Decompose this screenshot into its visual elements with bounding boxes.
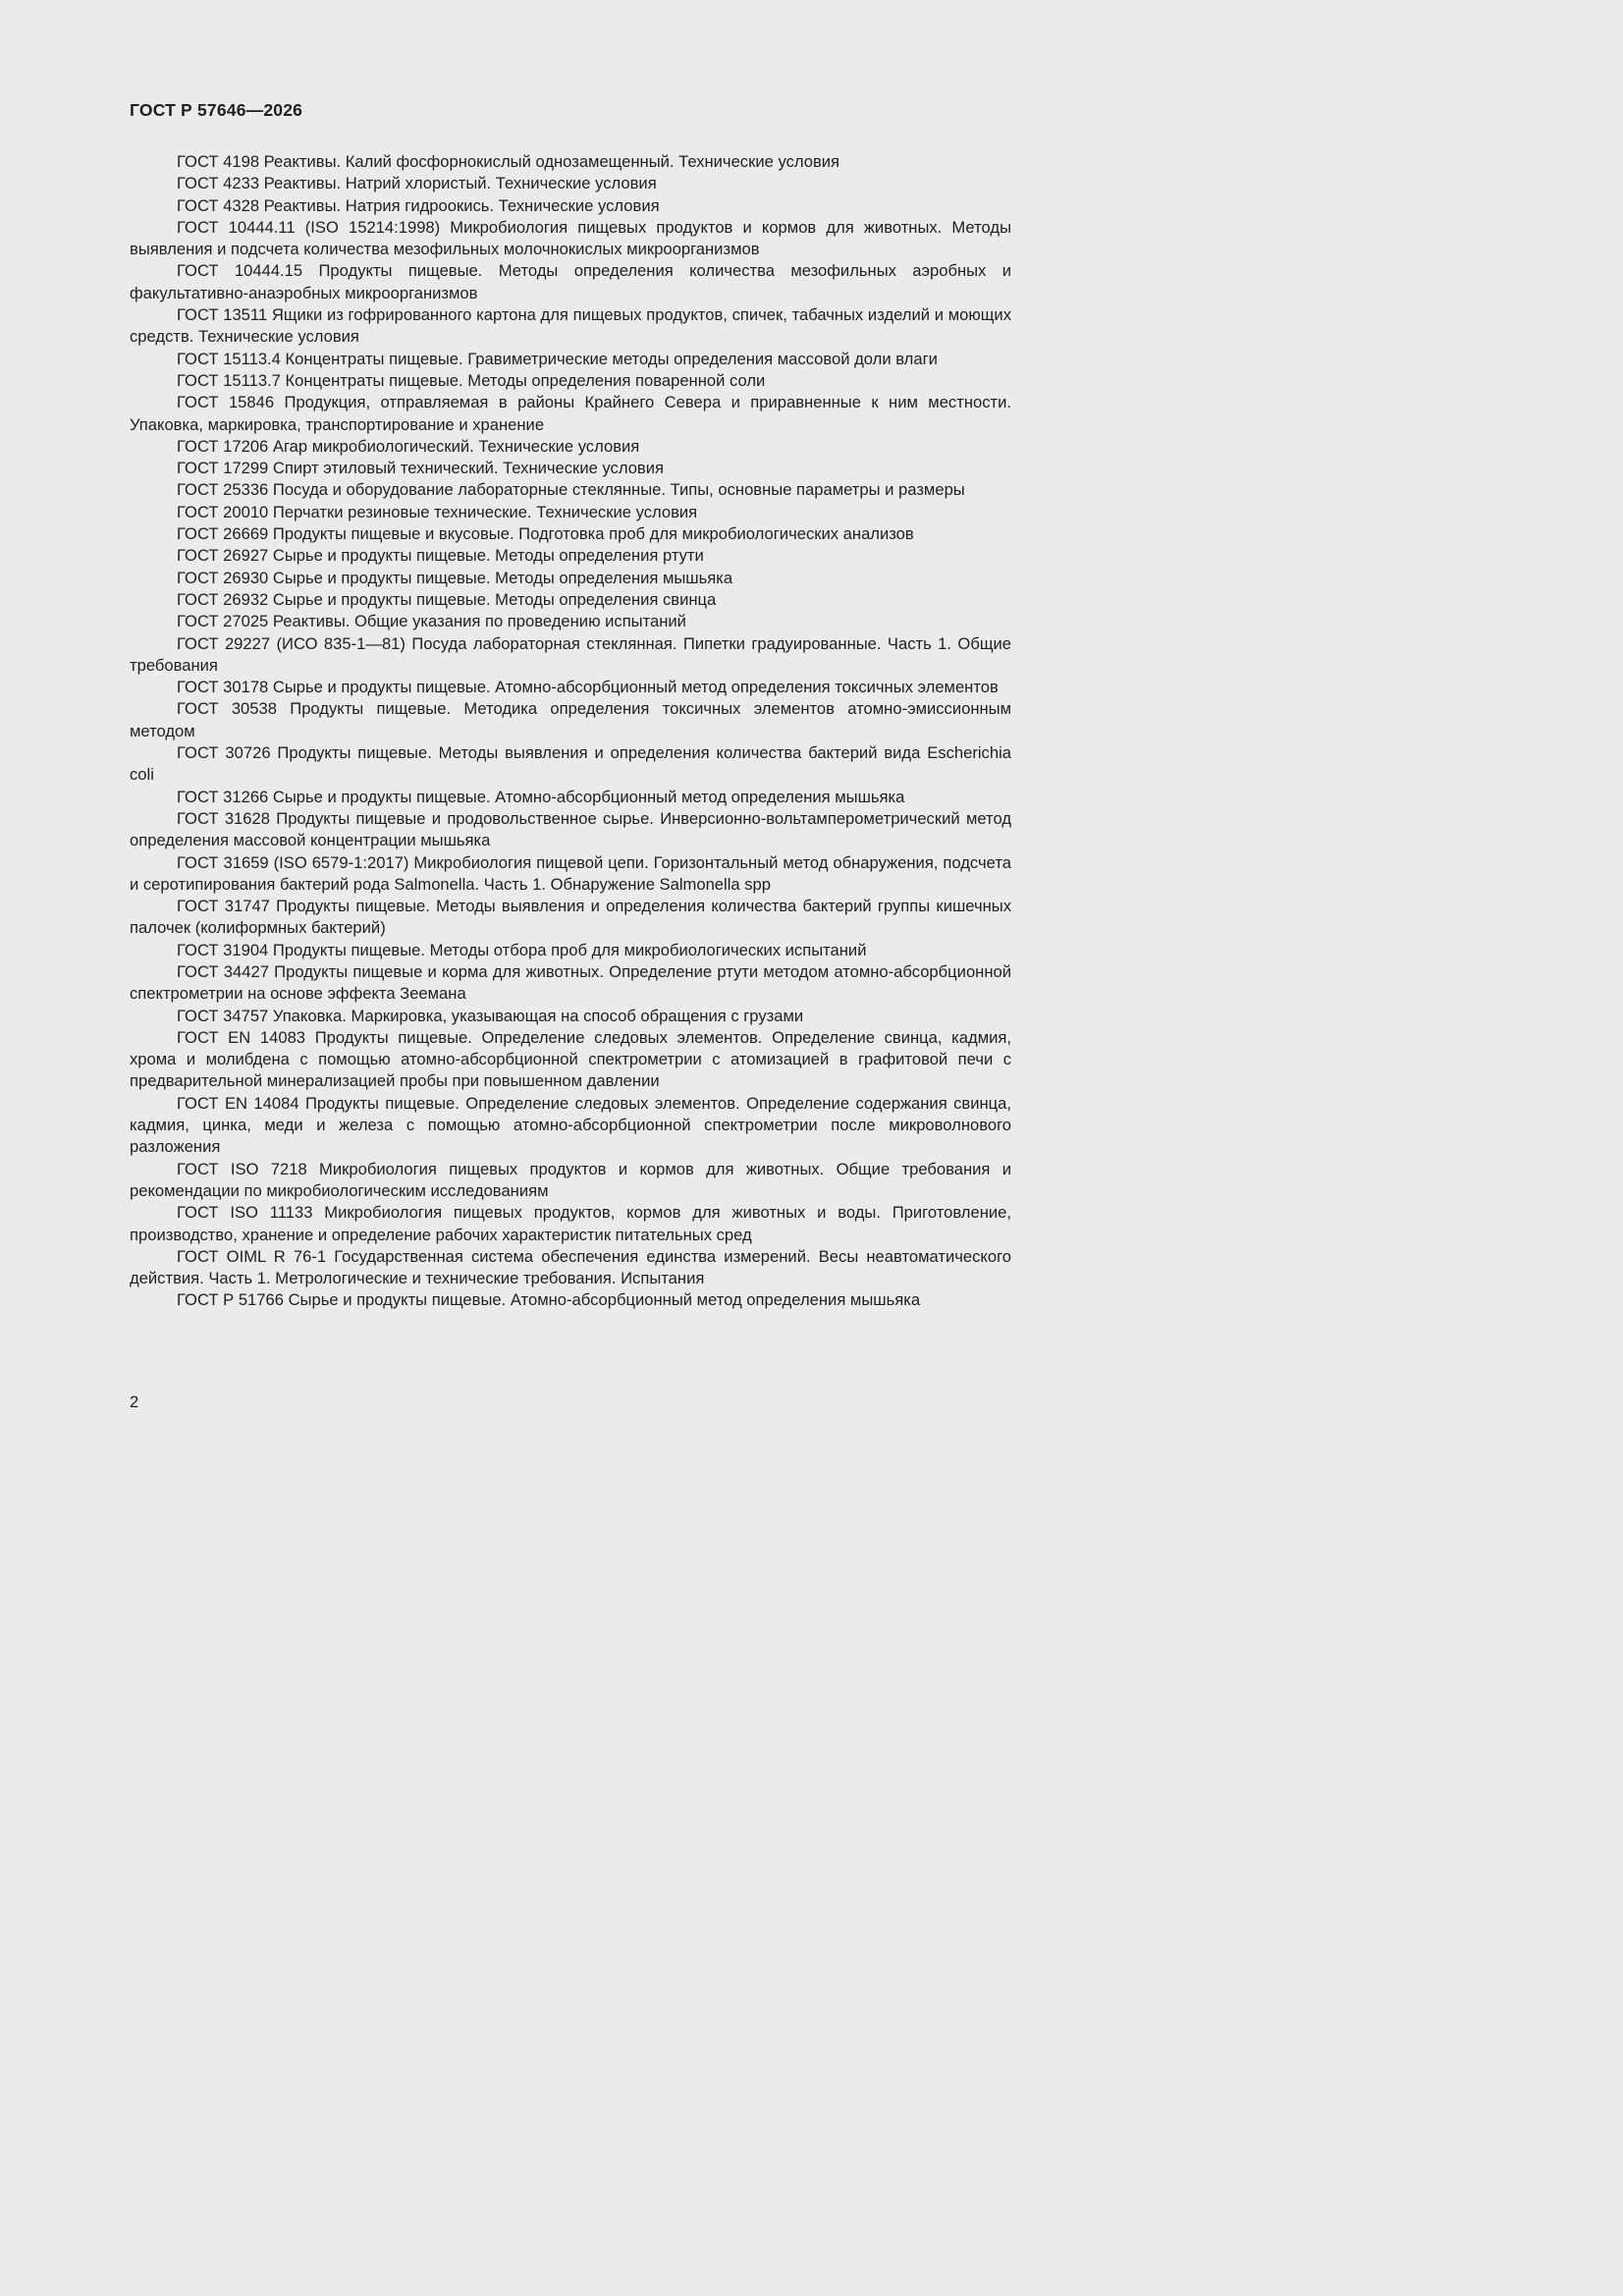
- reference-item: ГОСТ 4328 Реактивы. Натрия гидроокись. Технические условия: [177, 195, 660, 215]
- reference-item: ГОСТ 10444.11 (ISO 15214:1998) Микробиология пищевых продуктов и кормов для животных. Методы выявления и подсчета количества мезофильных молочнокислых микроорганизмов: [130, 217, 1011, 259]
- reference-item: ГОСТ 31628 Продукты пищевые и продовольственное сырье. Инверсионно-вольтамперометрический метод определения массовой концентрации мышьяка: [130, 808, 1011, 850]
- reference-item: ГОСТ 34757 Упаковка. Маркировка, указывающая на способ обращения с грузами: [177, 1006, 804, 1025]
- reference-item: ГОСТ 15846 Продукция, отправляемая в районы Крайнего Севера и приравненные к ним местности. Упаковка, маркировка, транспортирование и хранение: [130, 393, 1011, 434]
- reference-item: ГОСТ 31266 Сырье и продукты пищевые. Атомно-абсорбционный метод определения мышьяка: [177, 787, 905, 806]
- reference-item: ГОСТ Р 51766 Сырье и продукты пищевые. Атомно-абсорбционный метод определения мышьяка: [177, 1290, 921, 1310]
- reference-item: ГОСТ 30538 Продукты пищевые. Методика определения токсичных элементов атомно-эмиссионным методом: [130, 699, 1011, 740]
- reference-item: ГОСТ 26930 Сырье и продукты пищевые. Методы определения мышьяка: [177, 568, 733, 587]
- reference-item: ГОСТ 13511 Ящики из гофрированного картона для пищевых продуктов, спичек, табачных изделий и моющих средств. Технические условия: [130, 305, 1011, 347]
- reference-item: ГОСТ 26932 Сырье и продукты пищевые. Методы определения свинца: [177, 589, 717, 609]
- reference-item: ГОСТ 27025 Реактивы. Общие указания по проведению испытаний: [177, 612, 686, 631]
- reference-item: ГОСТ 17299 Спирт этиловый технический. Технические условия: [177, 459, 665, 478]
- reference-item: ГОСТ ISO 7218 Микробиология пищевых продуктов и кормов для животных. Общие требования и рекомендации по микробиологическим исследованиям: [130, 1159, 1011, 1200]
- reference-item: ГОСТ 31747 Продукты пищевые. Методы выявления и определения количества бактерий группы кишечных палочек (колиформных бактерий): [130, 897, 1011, 938]
- document-page: [0, 0, 1089, 1540]
- reference-item: ГОСТ 26669 Продукты пищевые и вкусовые. Подготовка проб для микробиологических анализов: [177, 524, 914, 544]
- reference-item: ГОСТ 20010 Перчатки резиновые технические. Технические условия: [177, 502, 698, 521]
- reference-item: ГОСТ 10444.15 Продукты пищевые. Методы определения количества мезофильных аэробных и факультативно-анаэробных микроорганизмов: [130, 261, 1011, 302]
- reference-item: ГОСТ 34427 Продукты пищевые и корма для животных. Определение ртути методом атомно-абсорбционной спектрометрии на основе эффекта Зеемана: [130, 961, 1011, 1004]
- reference-item: ГОСТ 30726 Продукты пищевые. Методы выявления и определения количества бактерий вида Escherichia coli: [130, 743, 1011, 785]
- reference-item: ГОСТ 31904 Продукты пищевые. Методы отбора проб для микробиологических испытаний: [177, 940, 867, 959]
- page-number: 2: [130, 1393, 139, 1411]
- reference-item: ГОСТ 25336 Посуда и оборудование лабораторные стеклянные. Типы, основные параметры и размеры: [177, 480, 965, 500]
- reference-item: ГОСТ 15113.7 Концентраты пищевые. Методы определения поваренной соли: [177, 370, 766, 390]
- reference-item: ГОСТ 15113.4 Концентраты пищевые. Гравиметрические методы определения массовой доли влаги: [177, 349, 938, 368]
- document-header: ГОСТ Р 57646—2026: [130, 100, 303, 120]
- reference-item: ГОСТ 4198 Реактивы. Калий фосфорнокислый однозамещенный. Технические условия: [177, 152, 840, 171]
- reference-item: ГОСТ 4233 Реактивы. Натрий хлористый. Технические условия: [177, 174, 657, 193]
- reference-item: ГОСТ EN 14084 Продукты пищевые. Определение следовых элементов. Определение содержания свинца, кадмия, цинка, меди и железа с помощью атомно-абсорбционной спектрометрии после микроволнового разложения: [130, 1093, 1011, 1157]
- reference-list: [130, 151, 1011, 1312]
- reference-item: ГОСТ EN 14083 Продукты пищевые. Определение следовых элементов. Определение свинца, кадмия, хрома и молибдена с помощью атомно-абсорбционной спектрометрии с атомизацией в графитовой печи с предварительной минерализацией пробы при повышенном давлении: [130, 1027, 1011, 1091]
- reference-item: ГОСТ OIML R 76-1 Государственная система обеспечения единства измерений. Весы неавтоматического действия. Часть 1. Метрологические и технические требования. Испытания: [130, 1246, 1011, 1288]
- reference-item: ГОСТ 29227 (ИСО 835-1—81) Посуда лабораторная стеклянная. Пипетки градуированные. Часть 1. Общие требования: [130, 633, 1011, 675]
- reference-item: ГОСТ ISO 11133 Микробиология пищевых продуктов, кормов для животных и воды. Приготовление, производство, хранение и определение рабочих характеристик питательных сред: [130, 1203, 1011, 1244]
- reference-item: ГОСТ 30178 Сырье и продукты пищевые. Атомно-абсорбционный метод определения токсичных элементов: [177, 678, 999, 697]
- reference-item: ГОСТ 17206 Агар микробиологический. Технические условия: [177, 436, 640, 456]
- reference-item: ГОСТ 31659 (ISO 6579-1:2017) Микробиология пищевой цепи. Горизонтальный метод обнаружения, подсчета и серотипирования бактерий рода Salmonella. Часть 1. Обнаружение Salmonella spp: [130, 852, 1011, 894]
- reference-item: ГОСТ 26927 Сырье и продукты пищевые. Методы определения ртути: [177, 546, 704, 566]
